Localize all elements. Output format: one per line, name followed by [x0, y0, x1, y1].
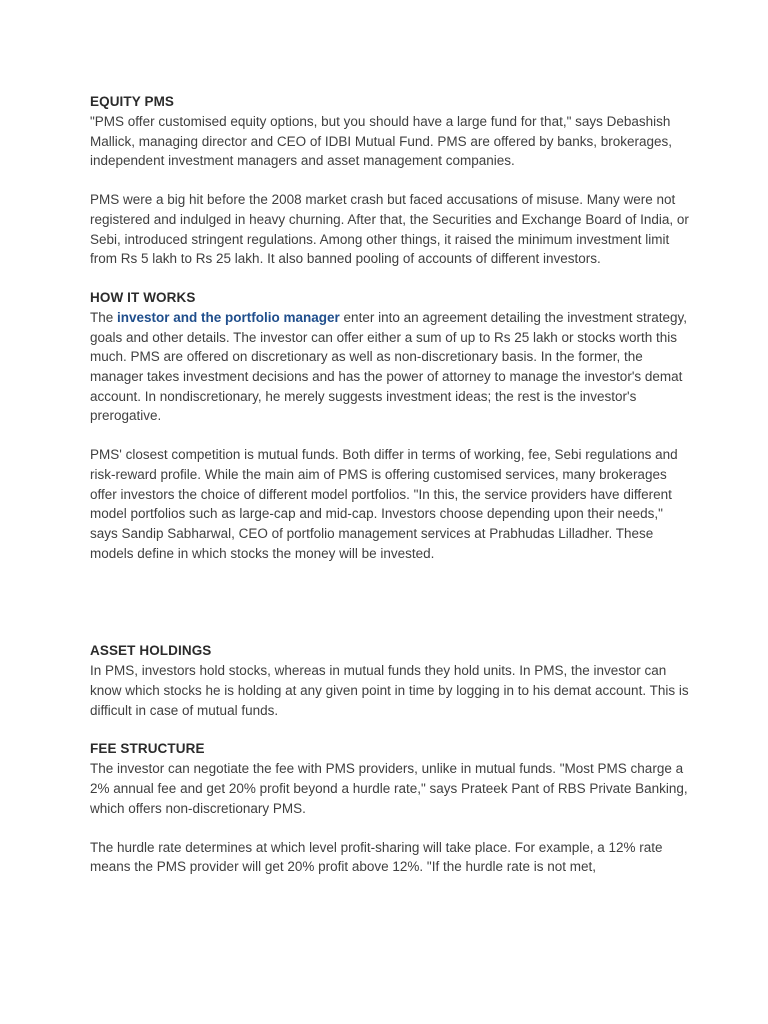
paragraph-equity-2: PMS were a big hit before the 2008 market crash but faced accusations of misuse. Many were not registered and indulged in heavy churning. After that, the Securities and Exchange Board of India, or Sebi, introduced stringent regulations. Among other things, it raised the minimum investment limit from Rs 5 lakh to Rs 25 lakh. It also banned pooling of accounts of different investors.	[90, 192, 689, 267]
paragraph-how-it-works-2: PMS' closest competition is mutual funds. Both differ in terms of working, fee, Sebi regulations and risk-reward profile. While the main aim of PMS is offering customised services, many brokerages offer investors the choice of different model portfolios. "In this, the service providers have different model portfolios such as large-cap and mid-cap. Investors choose depending upon their needs," says Sandip Sabharwal, CEO of portfolio management services at Prabhudas Lilladher. These models define in which stocks the money will be invested.	[90, 447, 678, 561]
paragraph-spacer	[90, 171, 690, 190]
paragraph-fee-structure-2: The hurdle rate determines at which level profit-sharing will take place. For example, a 12% rate means the PMS provider will get 20% profit above 12%. "If the hurdle rate is not met,	[90, 839, 663, 875]
paragraph-equity-1: "PMS offer customised equity options, but you should have a large fund for that," says Debashish Mallick, managing director and CEO of IDBI Mutual Fund. PMS are offered by banks, brokerages, independent investment managers and asset management companies.	[90, 114, 673, 169]
paragraph-asset-holdings-1: In PMS, investors hold stocks, whereas in mutual funds they hold units. In PMS, the investor can know which stocks he is holding at any given point in time by logging in to his demat account. This is difficult in case of mutual funds.	[90, 663, 689, 718]
paragraph-spacer	[90, 720, 690, 739]
section-heading-fee-structure: FEE STRUCTURE	[90, 741, 205, 757]
paragraph-spacer	[90, 269, 690, 288]
paragraph-how-it-works-1	[90, 308, 690, 426]
paragraph-fee-structure-1: The investor can negotiate the fee with PMS providers, unlike in mutual funds. "Most PMS charge a 2% annual fee and get 20% profit beyond a hurdle rate," says Prateek Pant of RBS Private Banking, which offers non-discretionary PMS.	[90, 761, 688, 816]
article-body	[90, 92, 690, 877]
paragraph-spacer	[90, 426, 690, 445]
section-heading-equity-pms: EQUITY PMS	[90, 94, 175, 109]
paragraph-spacer	[90, 819, 690, 838]
section-heading-how-it-works: HOW IT WORKS	[90, 289, 196, 305]
section-spacer	[90, 563, 690, 641]
paragraph-text-suffix: enter into an agreement detailing the investment strategy, goals and other details. The investor can offer either a sum of up to Rs 25 lakh or stocks worth this much. PMS are offered on discretionary as well as non-discretionary basis. In the former, the manager takes investment decisions and has the power of attorney to manage the investor's demat account. In nondiscretionary, he merely suggests investment ideas; the rest is the investor's prerogative.	[90, 309, 687, 424]
paragraph-text-prefix: The	[90, 309, 118, 325]
investor-portfolio-manager-link[interactable]: investor and the portfolio manager	[117, 309, 340, 325]
section-heading-asset-holdings: ASSET HOLDINGS	[90, 643, 212, 659]
